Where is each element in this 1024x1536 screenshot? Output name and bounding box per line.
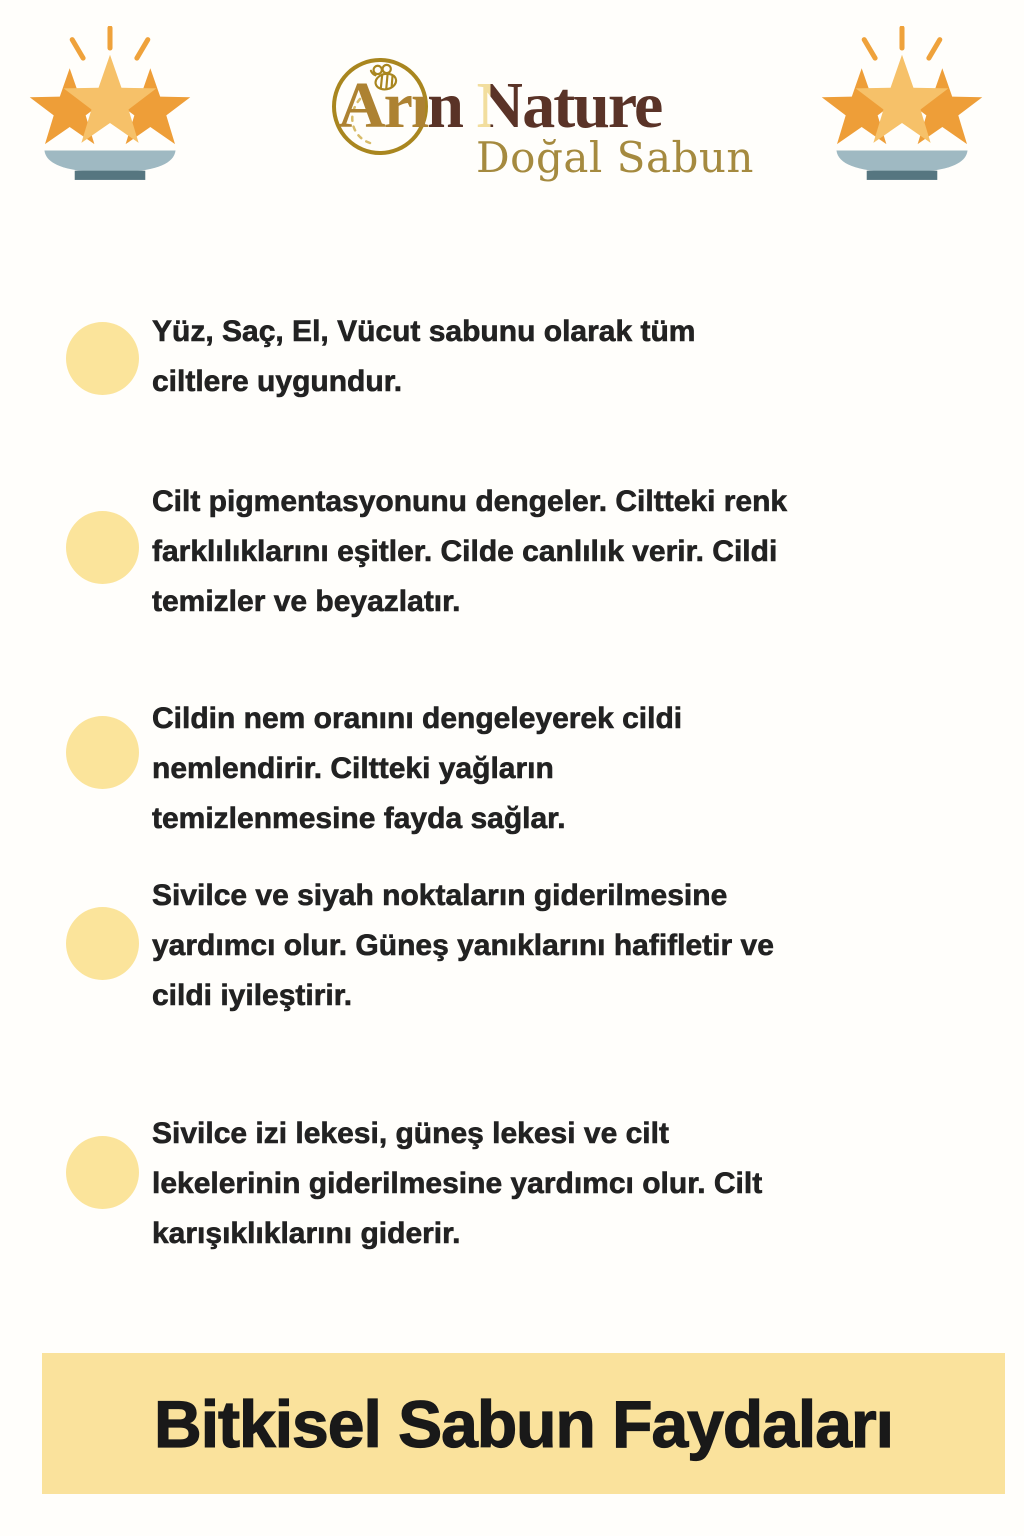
brand-logo (330, 55, 754, 200)
benefit-text (152, 871, 982, 1021)
benefit-line: temizler ve beyazlatır. (152, 585, 461, 618)
bullet-dot-icon (66, 1136, 139, 1209)
benefit-text (152, 477, 982, 627)
benefit-line: Yüz, Saç, El, Vücut sabunu olarak tüm (152, 315, 696, 348)
benefit-item (0, 1109, 1024, 1259)
benefit-line: Sivilce izi lekesi, güneş lekesi ve cilt (152, 1117, 669, 1150)
benefit-line: karışıklıklarını giderir. (152, 1217, 461, 1250)
benefit-line: temizlenmesine fayda sağlar. (152, 802, 566, 835)
benefit-line: Cilt pigmentasyonunu dengeler. Ciltteki renk (152, 485, 788, 518)
bullet-dot-icon (66, 716, 139, 789)
benefit-text (152, 694, 982, 844)
page-title: Bitkisel Sabun Faydaları (154, 1386, 893, 1461)
brand-name-nature-rest: ature (522, 69, 662, 142)
brand-name-arin-brown: n (427, 69, 463, 142)
stars-award-icon (818, 26, 986, 186)
three-stars-on-tray-icon (26, 26, 194, 186)
stars-award-icon (26, 26, 194, 186)
benefit-line: farklılıklarını eşitler. Cilde canlılık verir. Cildi (152, 535, 778, 568)
benefit-line: cildi iyileştirir. (152, 979, 353, 1012)
bullet-dot-icon (66, 511, 139, 584)
brand-name (338, 71, 661, 141)
brand-subtitle: Doğal Sabun (476, 133, 754, 182)
benefit-line: Cildin nem oranını dengeleyerek cildi (152, 702, 683, 735)
bullet-dot-icon (66, 322, 139, 395)
benefit-text (152, 307, 982, 407)
title-banner (42, 1353, 1005, 1494)
benefit-text (152, 1109, 982, 1259)
brand-name-arin-gold: Arı (338, 69, 428, 142)
benefit-item (0, 307, 1024, 407)
brand-name-nature-initial: N (476, 69, 523, 142)
benefit-line: nemlendirir. Ciltteki yağların (152, 752, 554, 785)
benefit-item (0, 871, 1024, 1021)
benefit-item (0, 477, 1024, 627)
benefit-line: lekelerinin giderilmesine yardımcı olur. Cilt (152, 1167, 763, 1200)
benefit-line: ciltlere uygundur. (152, 365, 403, 398)
benefit-line: Sivilce ve siyah noktaların giderilmesine (152, 879, 728, 912)
benefit-item (0, 694, 1024, 844)
bullet-dot-icon (66, 907, 139, 980)
benefit-line: yardımcı olur. Güneş yanıklarını hafifletir ve (152, 929, 774, 962)
three-stars-on-tray-icon (818, 26, 986, 186)
